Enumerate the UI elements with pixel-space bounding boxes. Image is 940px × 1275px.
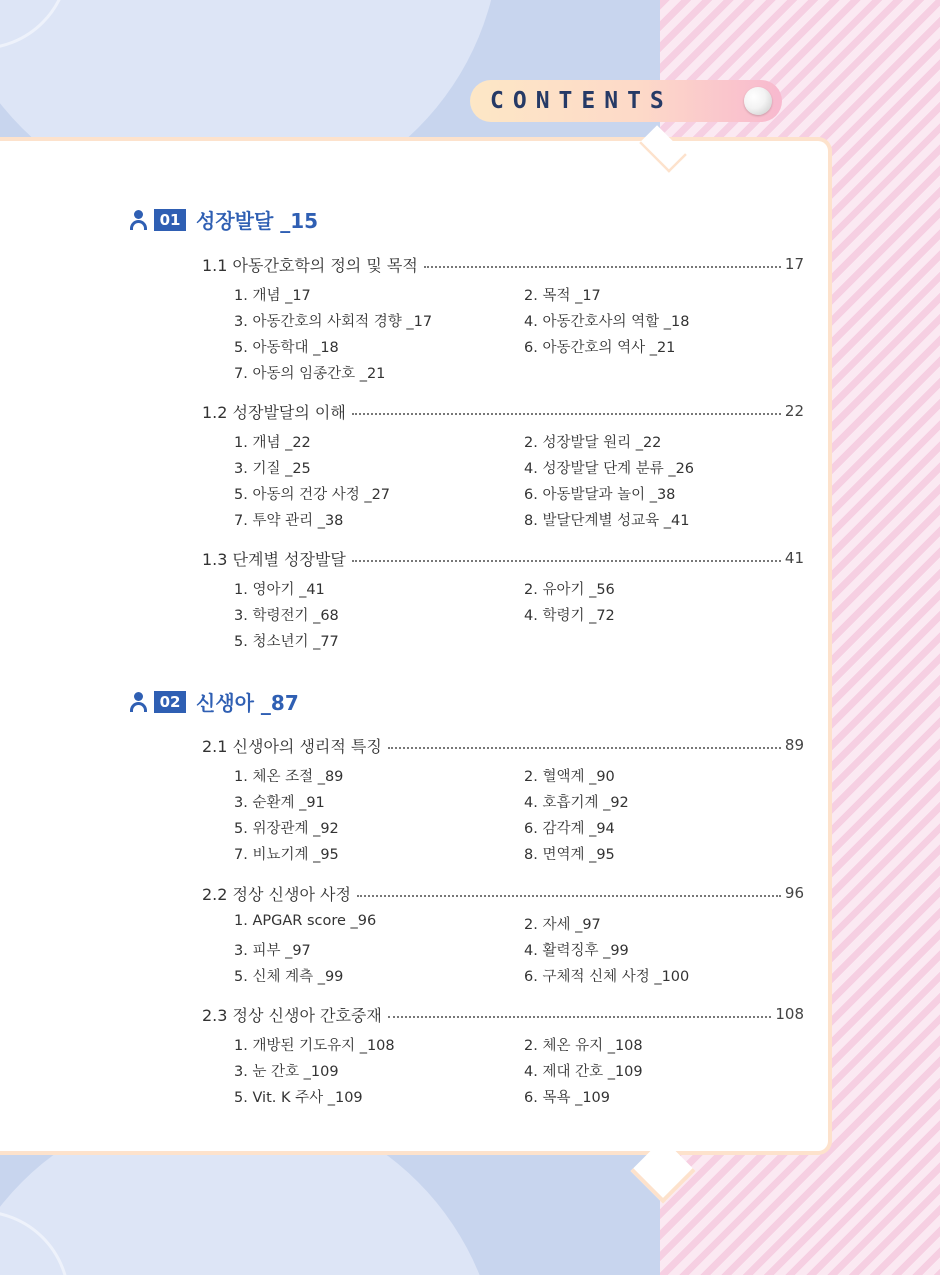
contents-header bbox=[470, 80, 782, 122]
toc-item[interactable]: 3. 학령전기 _68 bbox=[234, 608, 339, 624]
person-icon bbox=[128, 208, 150, 232]
section-entry[interactable] bbox=[202, 252, 804, 276]
section-page: 89 bbox=[784, 736, 804, 754]
contents-title: CONTENTS bbox=[490, 88, 673, 114]
chapter-number: 01 bbox=[154, 209, 186, 231]
toc-item[interactable]: 7. 아동의 임종간호 _21 bbox=[234, 366, 386, 382]
toc-item[interactable]: 5. 아동학대 _18 bbox=[234, 340, 339, 356]
section-page: 96 bbox=[784, 884, 804, 902]
toc-item[interactable]: 6. 아동간호의 역사 _21 bbox=[524, 340, 676, 356]
section-entry[interactable] bbox=[202, 546, 804, 570]
section-entry[interactable] bbox=[202, 1002, 804, 1026]
section-title: 2.1 신생아의 생리적 특징 bbox=[202, 736, 382, 756]
toc-item[interactable]: 1. 개방된 기도유지 _108 bbox=[234, 1038, 395, 1054]
toc-item[interactable]: 5. 청소년기 _77 bbox=[234, 634, 339, 650]
section-page: 41 bbox=[784, 549, 804, 567]
section-page: 108 bbox=[775, 1005, 804, 1023]
toc-item[interactable]: 6. 구체적 신체 사정 _100 bbox=[524, 969, 690, 985]
toc-item[interactable]: 8. 발달단계별 성교육 _41 bbox=[524, 513, 690, 529]
leader-dots bbox=[424, 266, 781, 268]
toc-item[interactable]: 3. 아동간호의 사회적 경향 _17 bbox=[234, 314, 433, 330]
section-title: 1.1 아동간호학의 정의 및 목적 bbox=[202, 255, 418, 275]
leader-dots bbox=[388, 1016, 772, 1018]
toc-item[interactable]: 4. 호흡기계 _92 bbox=[524, 795, 629, 811]
section-page: 17 bbox=[784, 255, 804, 273]
chapter-heading[interactable] bbox=[128, 687, 299, 716]
section-entry[interactable] bbox=[202, 881, 804, 905]
person-icon bbox=[128, 690, 150, 714]
toc-item[interactable]: 6. 아동발달과 놀이 _38 bbox=[524, 487, 676, 503]
chapter-heading[interactable] bbox=[128, 205, 318, 234]
toc-item[interactable]: 6. 목욕 _109 bbox=[524, 1090, 610, 1106]
toc-item[interactable]: 4. 학령기 _72 bbox=[524, 608, 615, 624]
toc-item[interactable]: 2. 혈액계 _90 bbox=[524, 769, 615, 785]
toc-item[interactable]: 7. 투약 관리 _38 bbox=[234, 513, 344, 529]
toc-item[interactable]: 5. 위장관계 _92 bbox=[234, 821, 339, 837]
leader-dots bbox=[352, 413, 781, 415]
leader-dots bbox=[388, 747, 781, 749]
toc-item[interactable]: 6. 감각계 _94 bbox=[524, 821, 615, 837]
toc-item[interactable]: 1. APGAR score _96 bbox=[234, 913, 377, 929]
section-title: 2.3 정상 신생아 간호중재 bbox=[202, 1005, 382, 1025]
toc-item[interactable]: 2. 유아기 _56 bbox=[524, 582, 615, 598]
toc-item[interactable]: 1. 개념 _17 bbox=[234, 288, 311, 304]
chapter-title: 신생아 _87 bbox=[196, 691, 299, 715]
toc-item[interactable]: 1. 체온 조절 _89 bbox=[234, 769, 344, 785]
section-entry[interactable] bbox=[202, 733, 804, 757]
toc-item[interactable]: 5. Vit. K 주사 _109 bbox=[234, 1090, 363, 1106]
leader-dots bbox=[352, 560, 781, 562]
toc-item[interactable]: 2. 체온 유지 _108 bbox=[524, 1038, 643, 1054]
toc-item[interactable]: 5. 신체 계측 _99 bbox=[234, 969, 344, 985]
toc-item[interactable]: 4. 아동간호사의 역할 _18 bbox=[524, 314, 690, 330]
toc-item[interactable]: 1. 개념 _22 bbox=[234, 435, 311, 451]
chapter-title: 성장발달 _15 bbox=[196, 209, 319, 233]
section-title: 2.2 정상 신생아 사정 bbox=[202, 884, 351, 904]
toc-item[interactable]: 1. 영아기 _41 bbox=[234, 582, 325, 598]
toc-item[interactable]: 2. 자세 _97 bbox=[524, 917, 601, 933]
toc-item[interactable]: 3. 순환계 _91 bbox=[234, 795, 325, 811]
leader-dots bbox=[357, 895, 781, 897]
section-title: 1.2 성장발달의 이해 bbox=[202, 402, 346, 422]
toc-item[interactable]: 5. 아동의 건강 사정 _27 bbox=[234, 487, 391, 503]
section-title: 1.3 단계별 성장발달 bbox=[202, 549, 346, 569]
toc-item[interactable]: 4. 성장발달 단계 분류 _26 bbox=[524, 461, 695, 477]
toc-item[interactable]: 8. 면역계 _95 bbox=[524, 847, 615, 863]
toc-item[interactable]: 3. 기질 _25 bbox=[234, 461, 311, 477]
toc-item[interactable]: 2. 성장발달 원리 _22 bbox=[524, 435, 662, 451]
toc-item[interactable]: 7. 비뇨기계 _95 bbox=[234, 847, 339, 863]
toc-item[interactable]: 3. 피부 _97 bbox=[234, 943, 311, 959]
pearl-ball-icon bbox=[744, 87, 772, 115]
section-entry[interactable] bbox=[202, 399, 804, 423]
toc-item[interactable]: 4. 제대 간호 _109 bbox=[524, 1064, 643, 1080]
section-page: 22 bbox=[784, 402, 804, 420]
toc-item[interactable]: 2. 목적 _17 bbox=[524, 288, 601, 304]
chapter-number: 02 bbox=[154, 691, 186, 713]
toc-item[interactable]: 4. 활력징후 _99 bbox=[524, 943, 629, 959]
toc-item[interactable]: 3. 눈 간호 _109 bbox=[234, 1064, 339, 1080]
